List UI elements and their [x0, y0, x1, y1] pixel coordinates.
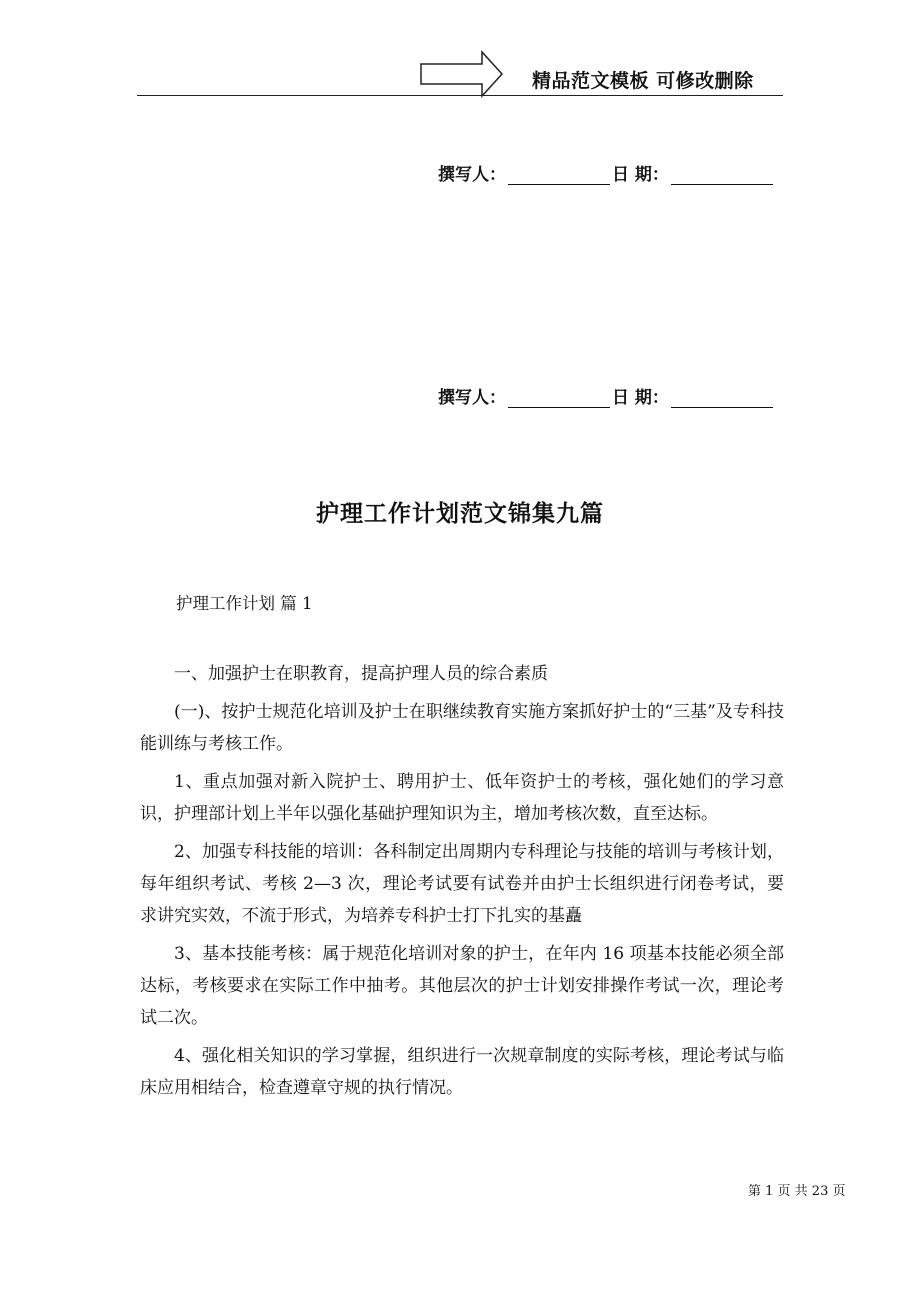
author-blank	[508, 389, 610, 408]
paragraph: (一)、按护士规范化培训及护士在职继续教育实施方案抓好护士的“三基”及专科技能训练与考核工作。	[140, 702, 784, 754]
arrow-icon	[420, 50, 504, 98]
author-label: 撰写人：	[438, 165, 506, 185]
date-label: 日 期：	[612, 388, 669, 408]
header-divider	[137, 95, 783, 96]
header-banner: 精品范文模板 可修改删除	[532, 70, 754, 92]
document-title: 护理工作计划范文锦集九篇	[316, 500, 604, 527]
section-label: 护理工作计划 篇 1	[176, 594, 313, 613]
author-label: 撰写人：	[438, 388, 506, 408]
paragraph: 1、重点加强对新入院护士、聘用护士、低年资护士的考核，强化她们的学习意识，护理部计划上半年以强化基础护理知识为主，增加考核次数，直至达标。	[140, 772, 784, 824]
page-number: 第 1 页 共 23 页	[748, 1184, 846, 1199]
signature-block	[438, 383, 775, 408]
date-blank	[671, 389, 773, 408]
paragraph: 4、强化相关知识的学习掌握，组织进行一次规章制度的实际考核，理论考试与临床应用相结合，检查遵章守规的执行情况。	[140, 1046, 784, 1098]
signature-block	[438, 160, 775, 185]
paragraph: 2、加强专科技能的培训：各科制定出周期内专科理论与技能的培训与考核计划，每年组织考试、考核 2—3 次，理论考试要有试卷并由护士长组织进行闭卷考试，要求讲究实效，不流于形式，为培养专科护士打下扎实的基矗	[140, 842, 784, 926]
body-text	[140, 658, 784, 1110]
author-blank	[508, 166, 610, 185]
date-label: 日 期：	[612, 165, 669, 185]
paragraph: 一、加强护士在职教育，提高护理人员的综合素质	[174, 664, 548, 684]
paragraph: 3、基本技能考核：属于规范化培训对象的护士，在年内 16 项基本技能必须全部达标，考核要求在实际工作中抽考。其他层次的护士计划安排操作考试一次，理论考试二次。	[140, 944, 784, 1028]
date-blank	[671, 166, 773, 185]
